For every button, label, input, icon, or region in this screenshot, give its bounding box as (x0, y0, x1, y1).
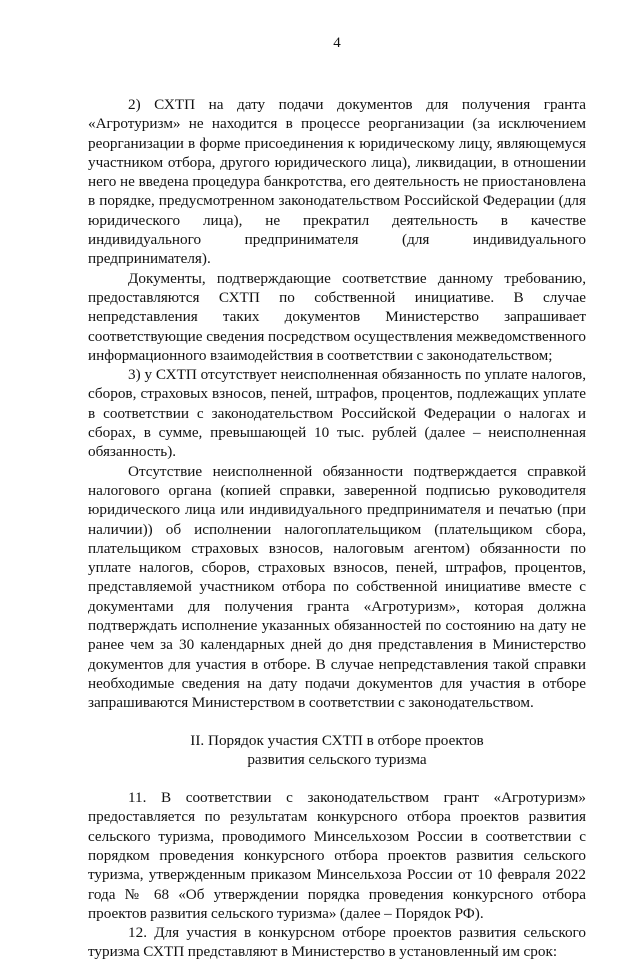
paragraph-item-12: 12. Для участия в конкурсном отборе проектов развития сельского туризма СХТП представляют в Министерство в установленный им срок: (88, 924, 586, 961)
paragraph-item-2: 2) СХТП на дату подачи документов для получения гранта «Агротуризм» не находится в процессе реорганизации (за исключением реорганизации в форме присоединения к юридическому лицу, являющемуся участником отбора, другого юридического лица), ликвидации, в отношении него не введена процедура банкротства, его деятельность не приостановлена в порядке, предусмотренном законодательством Российской Федерации (для юридического лица), не прекратил деятельность в качестве индивидуального предпринимателя (для индивидуального предпринимателя). (88, 96, 586, 268)
paragraph-item-3: 3) у СХТП отсутствует неисполненная обязанность по уплате налогов, сборов, страховых взносов, пеней, штрафов, процентов, подлежащих уплате в соответствии с законодательством Российской Федерации о налогах и сборах, в сумме, превышающей 10 тыс. рублей (далее – неисполненная обязанность). (88, 366, 586, 461)
paragraph-item-11: 11. В соответствии с законодательством грант «Агротуризм» предоставляется по результатам конкурсного отбора проектов развития сельского туризма, проводимого Минсельхозом России в соответствии с порядком проведения конкурсного отбора проектов развития сельского туризма, утвержденным приказом Минсельхоза России от 10 февраля 2022 года № 68 «Об утверждении порядка проведения конкурсного отбора проектов развития сельского туризма» (далее – Порядок РФ). (88, 789, 586, 922)
section-heading (88, 731, 586, 770)
paragraph-documents-confirmation: Документы, подтверждающие соответствие данному требованию, предоставляются СХТП по собственной инициативе. В случае непредставления таких документов Министерство запрашивает соответствующие сведения посредством осуществления межведомственного информационного взаимодействия в соответствии с законодательством; (88, 269, 586, 364)
paragraph-tax-certificate: Отсутствие неисполненной обязанности подтверждается справкой налогового органа (копией справки, заверенной подписью руководителя юридического лица или индивидуального предпринимателя и печатью (при наличии)) об исполнении налогоплательщиком (плательщиком сбора, плательщиком страховых взносов, налоговым агентом) обязанности по уплате налогов, сборов, страховых взносов, пеней, штрафов, процентов, представляемой участником отбора по собственной инициативе вместе с документами для получения гранта «Агротуризм», которая должна подтверждать исполнение указанных обязанностей по состоянию на дату не ранее чем за 30 календарных дней до дня представления в Министерство документов для участия в отборе. В случае непредставления такой справки необходимые сведения на дату подачи документов для участия в отборе запрашиваются Министерством в соответствии с законодательством. (88, 462, 586, 712)
page-number: 4 (333, 35, 341, 51)
section-heading-line-1: II. Порядок участия СХТП в отборе проектов (190, 731, 484, 749)
section-heading-line-2: развития сельского туризма (247, 750, 427, 768)
